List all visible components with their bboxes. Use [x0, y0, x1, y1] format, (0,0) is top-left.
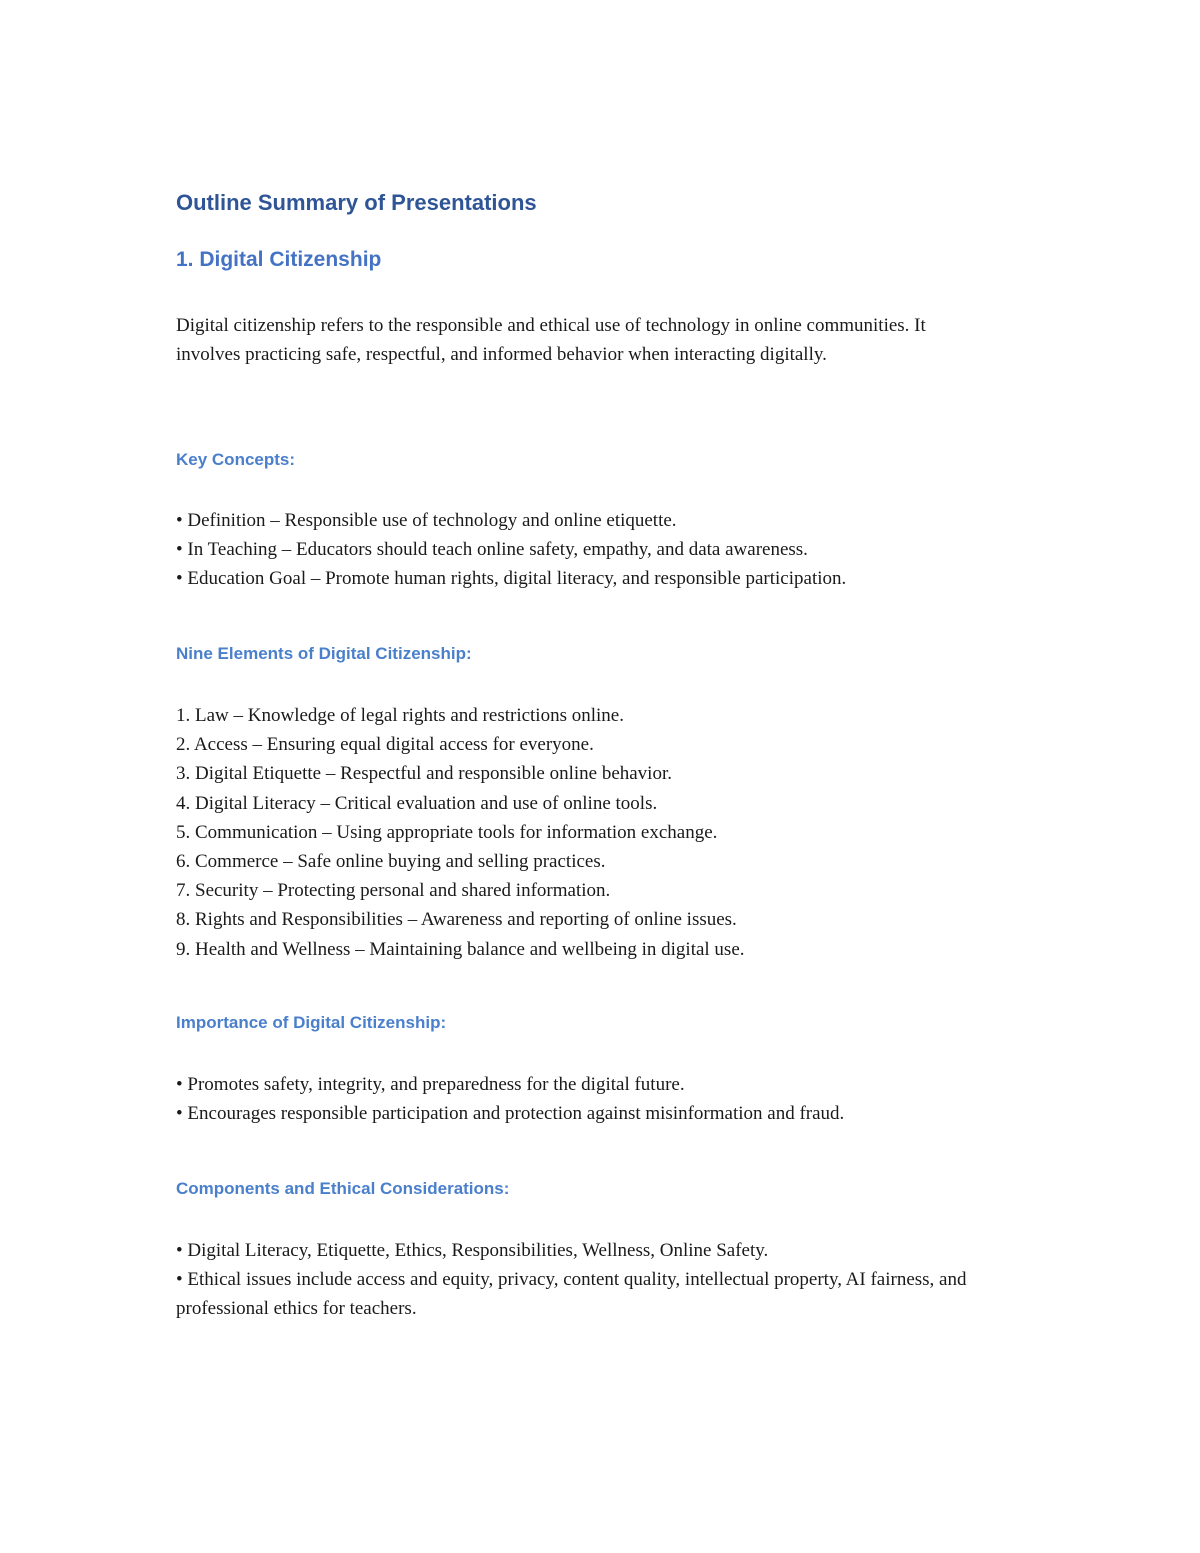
list-item: 7. Security – Protecting personal and shared information.: [176, 880, 611, 902]
components-list: [176, 1236, 1026, 1324]
list-item: 2. Access – Ensuring equal digital access for everyone.: [176, 734, 594, 756]
list-item: 9. Health and Wellness – Maintaining balance and wellbeing in digital use.: [176, 938, 745, 960]
importance-heading: Importance of Digital Citizenship:: [176, 1013, 447, 1032]
key-concepts-list: [176, 506, 846, 594]
list-item: 5. Communication – Using appropriate tools for information exchange.: [176, 821, 718, 843]
list-item: • Digital Literacy, Etiquette, Ethics, Responsibilities, Wellness, Online Safety.: [176, 1240, 769, 1261]
list-item: 8. Rights and Responsibilities – Awareness and reporting of online issues.: [176, 909, 737, 931]
list-item: • In Teaching – Educators should teach online safety, empathy, and data awareness.: [176, 539, 808, 561]
list-item: 3. Digital Etiquette – Respectful and responsible online behavior.: [176, 763, 672, 785]
list-item: • Education Goal – Promote human rights, digital literacy, and responsible participation.: [176, 568, 847, 590]
list-item: • Promotes safety, integrity, and preparedness for the digital future.: [176, 1074, 685, 1095]
document-title: Outline Summary of Presentations: [176, 190, 537, 215]
importance-list: [176, 1070, 844, 1128]
list-item: • Encourages responsible participation and protection against misinformation and fraud.: [176, 1103, 845, 1125]
section-heading-digital-citizenship: 1. Digital Citizenship: [176, 248, 382, 271]
list-item: • Definition – Responsible use of technology and online etiquette.: [176, 510, 677, 531]
list-item: • Ethical issues include access and equity, privacy, content quality, intellectual property, AI fairness, and professional ethics for teachers.: [176, 1269, 967, 1320]
key-concepts-heading: Key Concepts:: [176, 450, 296, 469]
nine-elements-heading: Nine Elements of Digital Citizenship:: [176, 644, 472, 663]
list-item: 6. Commerce – Safe online buying and selling practices.: [176, 851, 606, 873]
list-item: 4. Digital Literacy – Critical evaluation and use of online tools.: [176, 792, 658, 814]
nine-elements-list: [176, 701, 745, 964]
list-item: 1. Law – Knowledge of legal rights and restrictions online.: [176, 705, 624, 726]
components-heading: Components and Ethical Considerations:: [176, 1179, 510, 1198]
intro-paragraph: Digital citizenship refers to the responsible and ethical use of technology in online communities. It involves practicing safe, respectful, and informed behavior when interacting digitally.: [176, 315, 926, 365]
